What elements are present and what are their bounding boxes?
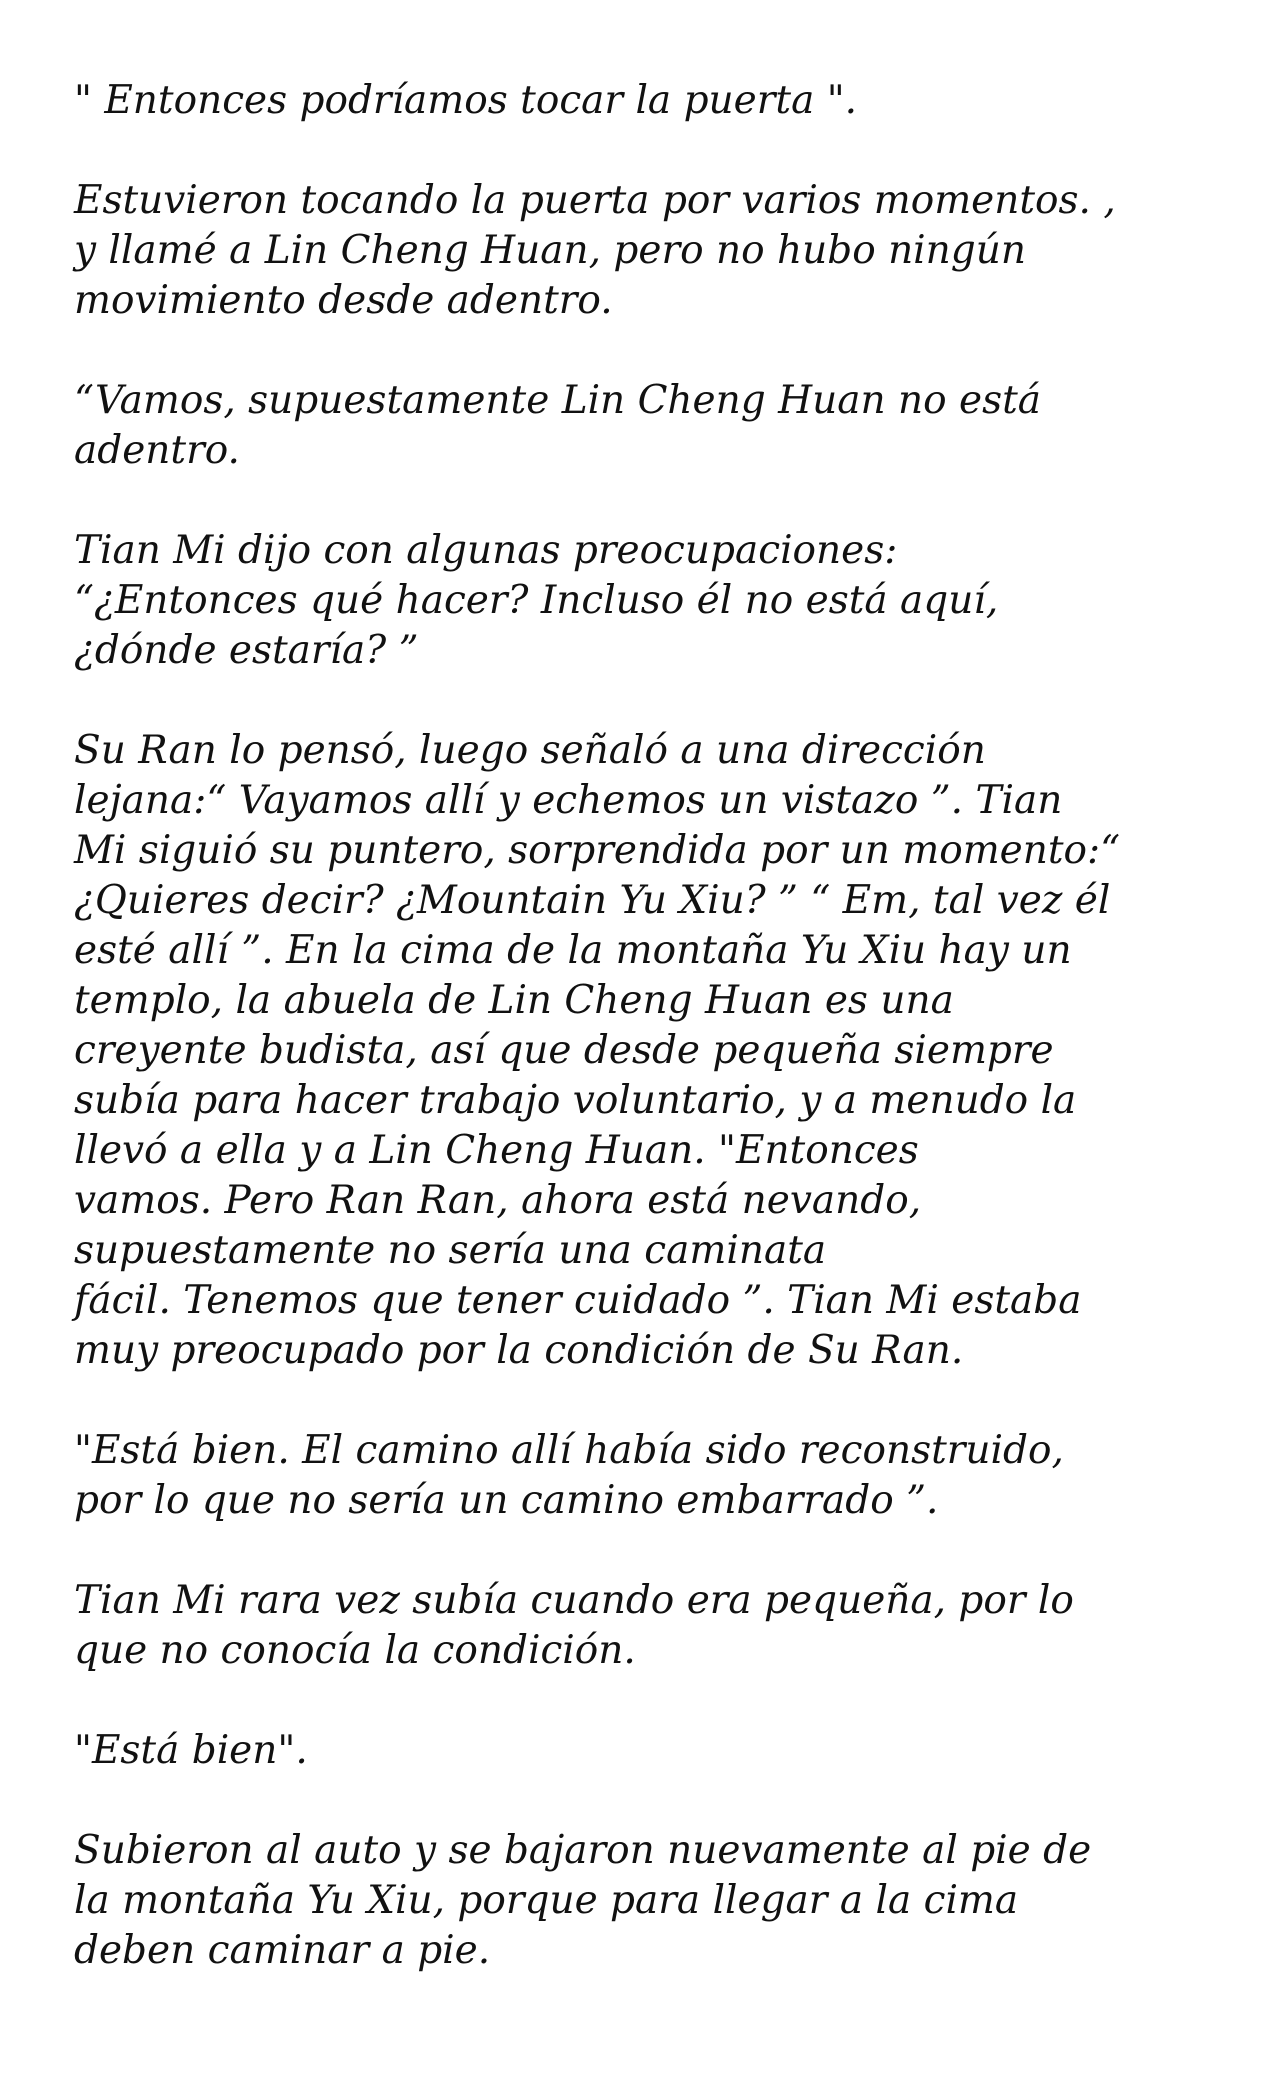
paragraph-6 xyxy=(74,1426,1224,1526)
text-line: muy preocupado por la condición de Su Ran. xyxy=(74,1328,964,1373)
text-line: llevó a ella y a Lin Cheng Huan. "Entonces xyxy=(74,1128,919,1173)
text-line: Tian Mi rara vez subía cuando era pequeña, por lo xyxy=(74,1578,1074,1623)
text-line: “¿Entonces qué hacer? Incluso él no está aquí, xyxy=(74,578,999,623)
text-line: supuestamente no sería una caminata xyxy=(74,1228,827,1273)
text-line: “Vamos, supuestamente Lin Cheng Huan no está xyxy=(74,378,1042,423)
text-line: deben caminar a pie. xyxy=(74,1928,491,1973)
text-line: "Está bien". xyxy=(74,1728,308,1773)
paragraph-8 xyxy=(74,1726,1224,1776)
paragraph-9 xyxy=(74,1826,1224,1976)
text-line: ¿dónde estaría? ” xyxy=(74,628,419,673)
text-line: Mi siguió su puntero, sorprendida por un momento:“ xyxy=(74,828,1121,873)
text-line: Subieron al auto y se bajaron nuevamente al pie de xyxy=(74,1828,1092,1873)
text-line: esté allí ”. En la cima de la montaña Yu Xiu hay un xyxy=(74,928,1072,973)
text-line: creyente budista, así que desde pequeña siempre xyxy=(74,1028,1054,1073)
text-line: "Está bien. El camino allí había sido reconstruido, xyxy=(74,1428,1064,1473)
paragraph-3 xyxy=(74,376,1224,476)
paragraph-1 xyxy=(74,76,1224,126)
text-line: vamos. Pero Ran Ran, ahora está nevando, xyxy=(74,1178,922,1223)
text-line: que no conocía la condición. xyxy=(74,1628,636,1673)
text-line: Tian Mi dijo con algunas preocupaciones: xyxy=(74,528,898,573)
text-line: la montaña Yu Xiu, porque para llegar a la cima xyxy=(74,1878,1019,1923)
text-line: por lo que no sería un camino embarrado ”. xyxy=(74,1478,939,1523)
text-line: Estuvieron tocando la puerta por varios momentos. , xyxy=(74,178,1116,223)
text-line: " Entonces podríamos tocar la puerta ". xyxy=(74,78,858,123)
paragraph-4 xyxy=(74,526,1224,676)
text-line: subía para hacer trabajo voluntario, y a menudo la xyxy=(74,1078,1077,1123)
text-line: templo, la abuela de Lin Cheng Huan es una xyxy=(74,978,954,1023)
text-line: Su Ran lo pensó, luego señaló a una dirección xyxy=(74,728,986,773)
text-line: y llamé a Lin Cheng Huan, pero no hubo ningún xyxy=(74,228,1026,273)
paragraph-2 xyxy=(74,176,1224,326)
text-line: ¿Quieres decir? ¿Mountain Yu Xiu? ” “ Em, tal vez él xyxy=(74,878,1111,923)
document-page xyxy=(74,76,1224,1976)
paragraph-5 xyxy=(74,726,1224,1376)
text-line: fácil. Tenemos que tener cuidado ”. Tian Mi estaba xyxy=(74,1278,1082,1323)
text-line: movimiento desde adentro. xyxy=(74,278,613,323)
paragraph-7 xyxy=(74,1576,1224,1676)
text-line: adentro. xyxy=(74,428,240,473)
text-line: lejana:“ Vayamos allí y echemos un vistazo ”. Tian xyxy=(74,778,1063,823)
